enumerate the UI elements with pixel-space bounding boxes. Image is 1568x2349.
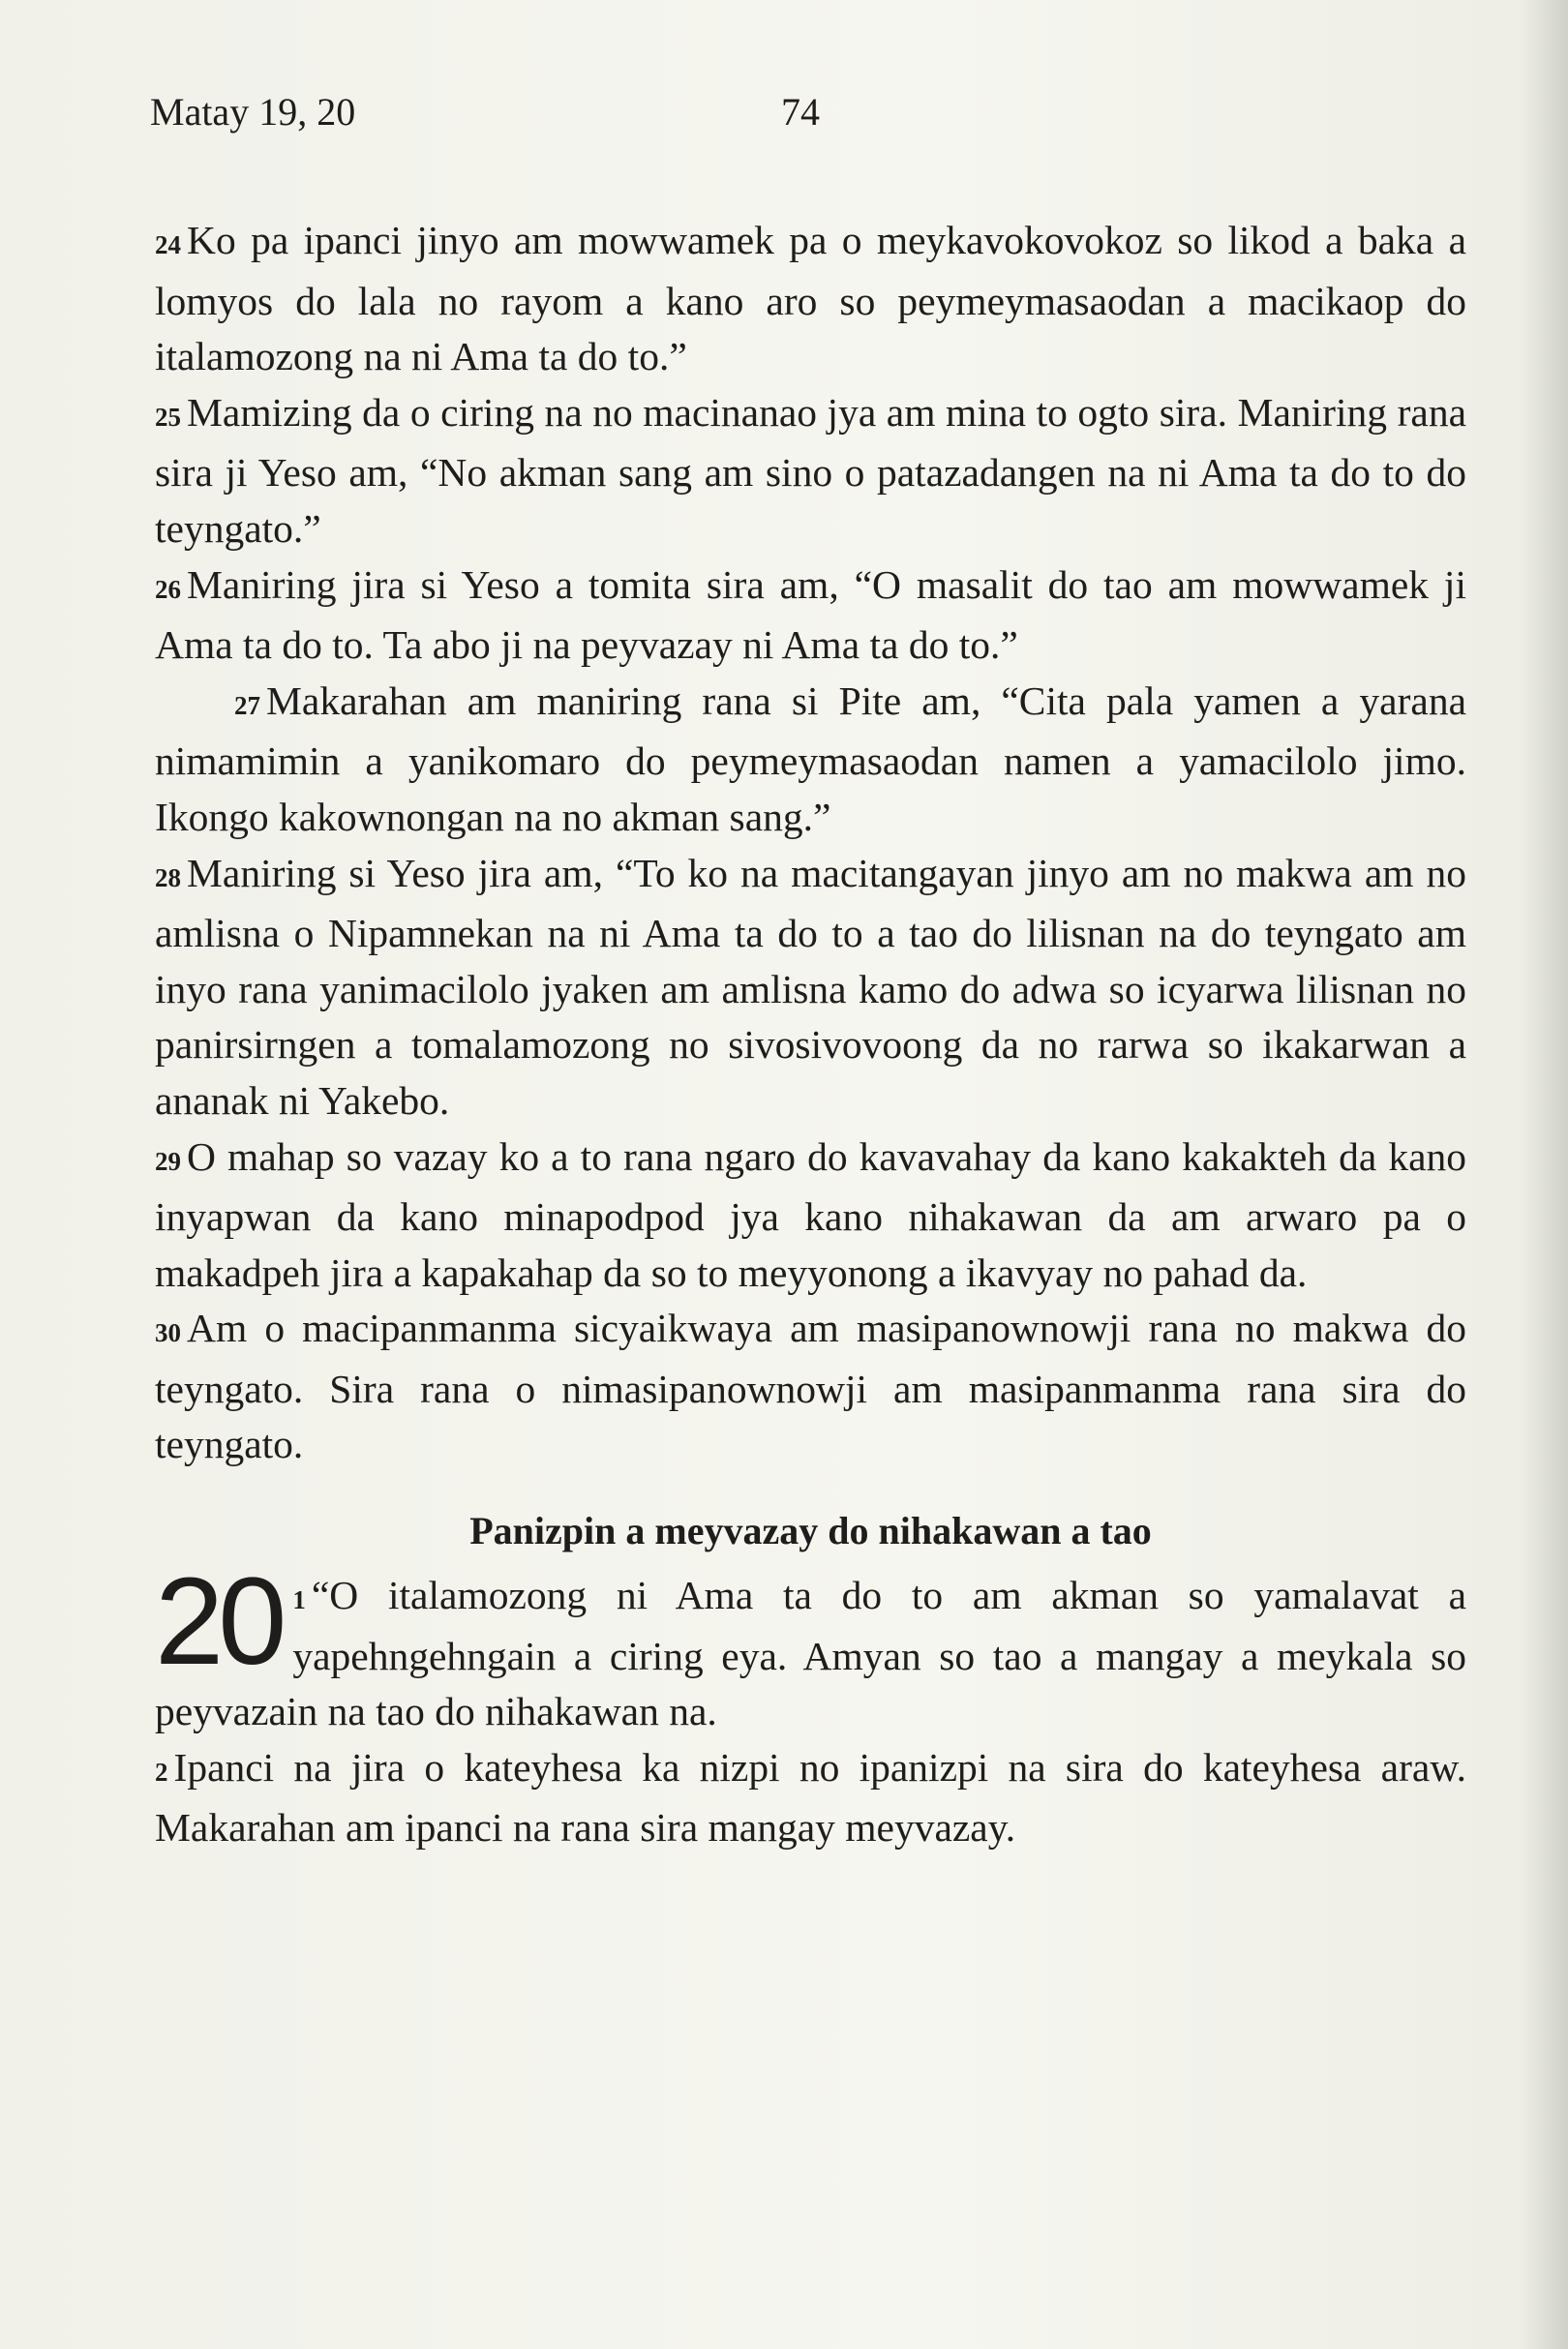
section-heading: Panizpin a meyvazay do nihakawan a tao <box>469 1509 1152 1553</box>
verse-text: O mahap so vazay ko a to rana ngaro do kavavahay da kano kakakteh da kano inyapwan da kano minapodpod jya kano nihakawan da am arwaro pa o makadpeh jira a kapakahap da so to meyyonong a ikavyay no pahad da. <box>155 1133 1466 1295</box>
verse-text: “O italamozong ni Ama ta do to am akman so yamalavat a yapehngehngain a ciring eya. Amyan so tao a mangay a meykala so peyvazain na tao do nihakawan na. <box>155 1573 1466 1734</box>
scripture-text <box>155 213 1466 1856</box>
verse-text: Am o macipanmanma sicyaikwaya am masipanownowji rana no makwa do teyngato. Sira rana o nimasipanownowji am masipanmanma rana sira do teyngato. <box>155 1306 1466 1467</box>
verse-text: Ipanci na jira o kateyhesa ka nizpi no ipanizpi na sira do kateyhesa araw. Makarahan am ipanci na rana sira mangay meyvazay. <box>155 1744 1466 1851</box>
verse-number: 25 <box>155 402 181 432</box>
verse-number: 27 <box>234 690 260 720</box>
verse-text: Mamizing da o ciring na no macinanao jya am mina to ogto sira. Maniring rana sira ji Yeso am, “No akman sang am sino o patazadangen na ni Ama ta do to do teyngato.” <box>155 389 1466 551</box>
verse <box>155 1740 1466 1856</box>
verse <box>155 385 1466 557</box>
verse-text: Maniring si Yeso jira am, “To ko na macitangayan jinyo am no makwa am no amlisna o Nipamnekan na ni Ama ta do to a tao do lilisnan na do teyngato am inyo rana yanimacilolo jyaken am amlisna kamo do adwa so icyarwa lilisnan no panirsirngen a tomalamozong no sivosivovoong da no rarwa so ikakarwan a ananak ni Yakebo. <box>155 850 1466 1123</box>
chapter-reference: Matay 19, 20 <box>150 90 356 134</box>
verse <box>155 213 1466 385</box>
verse-number: 30 <box>155 1318 181 1348</box>
verse-text: Ko pa ipanci jinyo am mowwamek pa o meykavokovokoz so likod a baka a lomyos do lala no rayom a kano aro so peymeymasaodan a macikaop do italamozong na ni Ama ta do to.” <box>155 218 1466 379</box>
verse-text: Makarahan am maniring rana si Pite am, “Cita pala yamen a yarana nimamimin a yanikomaro do peymeymasaodan namen a yamacilolo jimo. Ikongo kakownongan na no akman sang.” <box>155 678 1466 839</box>
verse-number: 28 <box>155 862 181 892</box>
chapter-number: 20 <box>155 1552 282 1692</box>
verse-number: 29 <box>155 1146 181 1176</box>
verse-number: 1 <box>292 1585 306 1615</box>
page-header <box>150 89 1447 147</box>
chapter-first-verse <box>155 1552 1466 1740</box>
verse <box>155 846 1466 1129</box>
page-number: 74 <box>781 90 820 134</box>
verse <box>155 557 1466 674</box>
verse-number: 2 <box>155 1757 168 1787</box>
verse <box>155 674 1466 846</box>
verse-number: 26 <box>155 574 181 604</box>
verse <box>155 1301 1466 1473</box>
verse <box>155 1129 1466 1302</box>
verse-text: Maniring jira si Yeso a tomita sira am, “O masalit do tao am mowwamek ji Ama ta do to. Ta abo ji na peyvazay ni Ama ta do to.” <box>155 561 1466 668</box>
verse-number: 24 <box>155 230 181 259</box>
